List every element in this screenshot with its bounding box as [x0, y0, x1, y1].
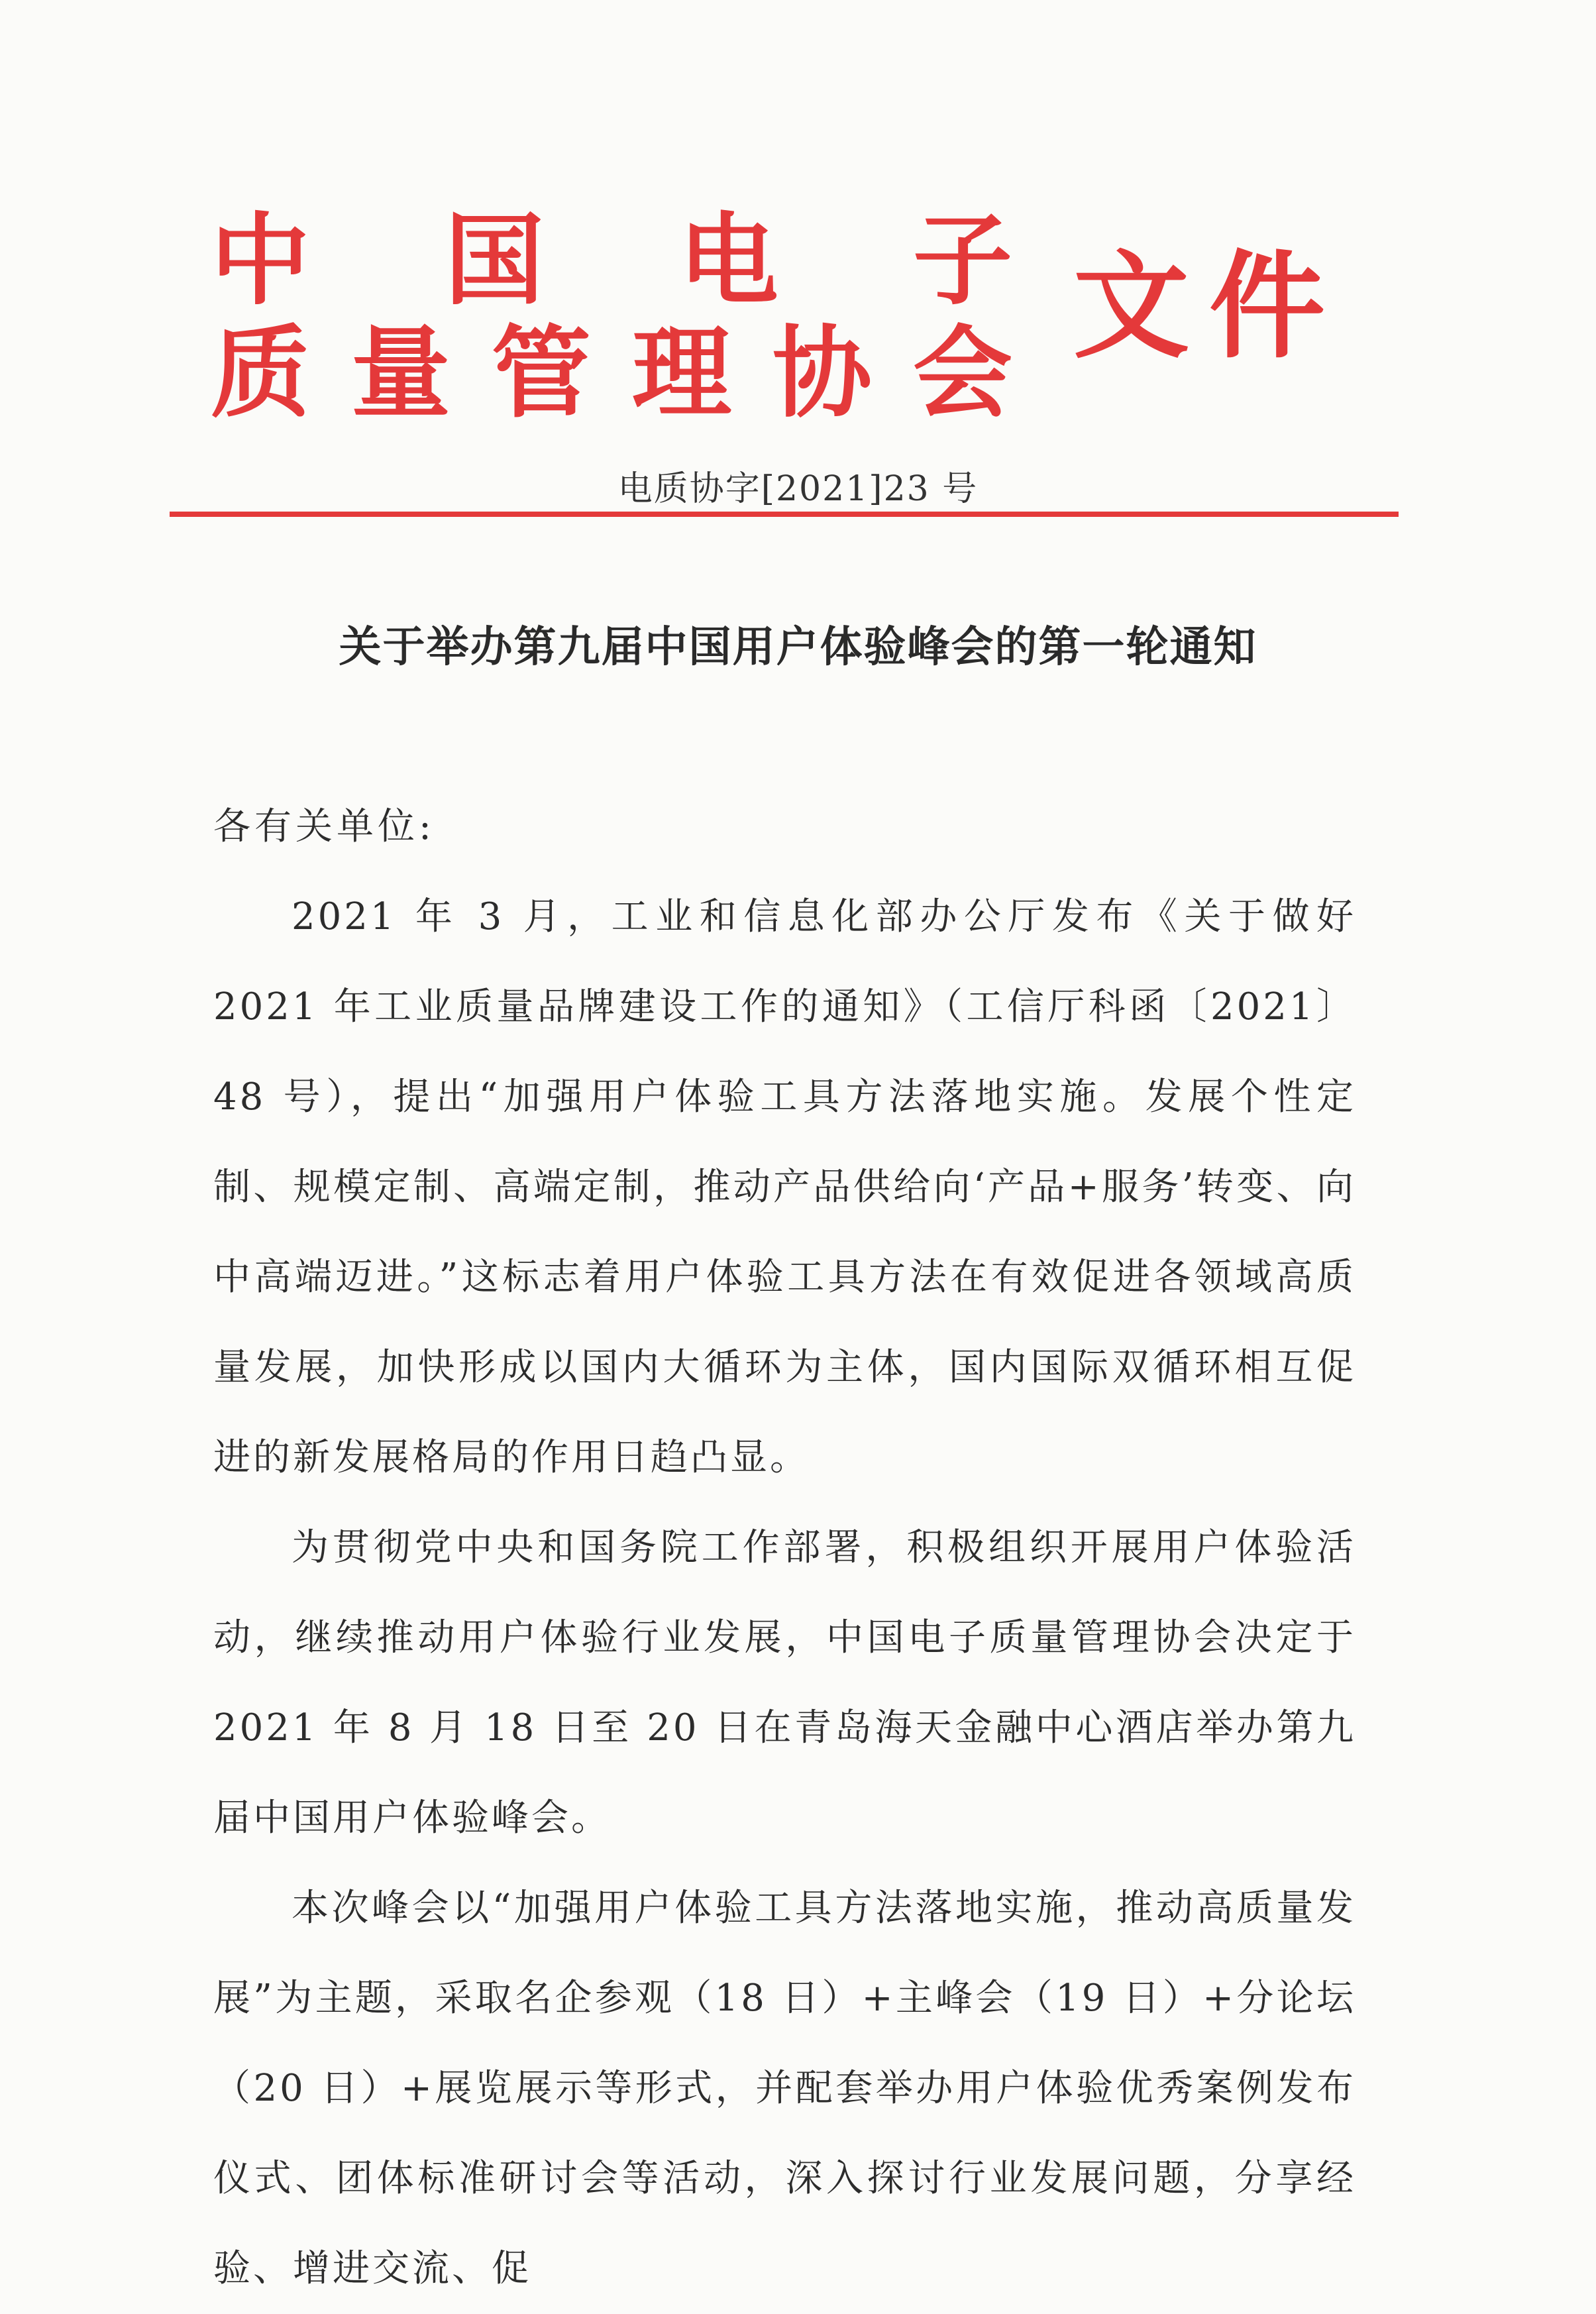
org-char: 管	[491, 315, 591, 431]
org-char: 中	[211, 202, 311, 319]
org-char: 质	[211, 315, 311, 431]
org-char: 量	[350, 315, 451, 431]
document-number: 电质协字[2021]23 号	[617, 469, 979, 509]
org-char: 电	[678, 202, 778, 319]
org-char: 协	[772, 315, 872, 431]
org-char: 国	[445, 202, 545, 319]
paragraph: 为贯彻党中央和国务院工作部署，积极组织开展用户体验活动，继续推动用户体验行业发展，中国电子质量管理协会决定于 2021 年 8 月 18 日至 20 日在青岛海天金融中心酒店举办第九届中国用户体验峰会。	[213, 1526, 1356, 1840]
org-char: 子	[912, 202, 1012, 319]
org-line-1	[211, 202, 1012, 323]
org-char: 理	[631, 315, 731, 431]
salutation: 各有关单位:	[213, 805, 435, 848]
document-title: 关于举办第九届中国用户体验峰会的第一轮通知	[339, 623, 1257, 672]
red-divider-line	[170, 512, 1399, 517]
document-body	[213, 782, 1356, 2314]
org-line-2	[211, 315, 1012, 436]
masthead-organization	[211, 202, 1012, 436]
org-char: 会	[912, 315, 1012, 431]
paragraph: 本次峰会以“加强用户体验工具方法落地实施，推动高质量发展”为主题，采取名企参观（18 日）+主峰会（19 日）+分论坛（20 日）+展览展示等形式，并配套举办用户体验优秀案例发布仪式、团体标准研讨会等活动，深入探讨行业发展问题，分享经验、增进交流、促	[213, 1887, 1356, 2290]
masthead-document-type: 文件	[1073, 239, 1345, 374]
paragraph: 2021 年 3 月，工业和信息化部办公厅发布《关于做好 2021 年工业质量品牌建设工作的通知》（工信厅科函〔2021〕48 号），提出“加强用户体验工具方法落地实施。发展个性定制、规模定制、高端定制，推动产品供给向‘产品+服务’转变、向中高端迈进。”这标志着用户体验工具方法在有效促进各领域高质量发展，加快形成以国内大循环为主体，国内国际双循环相互促进的新发展格局的作用日趋凸显。	[213, 895, 1356, 1479]
